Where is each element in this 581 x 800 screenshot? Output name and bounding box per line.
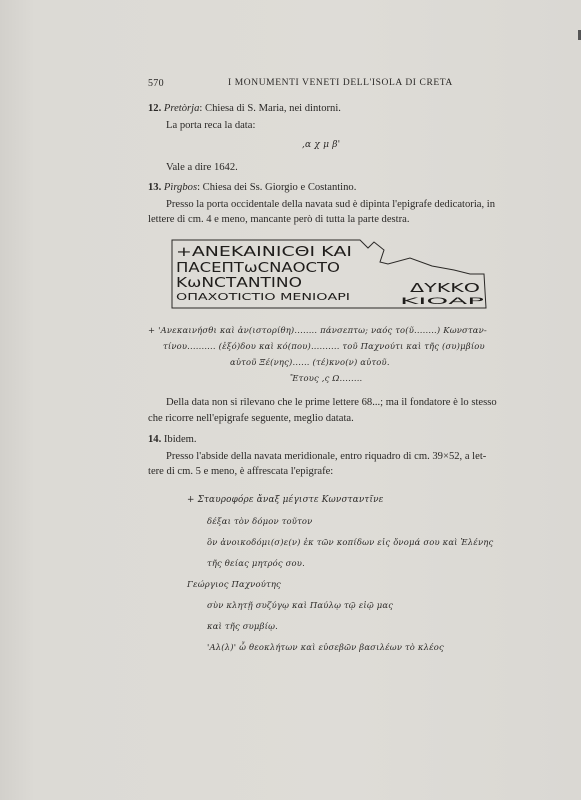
- entry-number: 13.: [148, 182, 162, 193]
- entry-place: Pìrgbos: [163, 182, 198, 193]
- epigraph-line: δέξαι τὸν δόμον τοῦτον: [207, 516, 313, 526]
- entry-number: 12.: [148, 103, 162, 114]
- entry-14-line: tere di cm. 5 e meno, è affrescata l'epigrafe:: [148, 466, 334, 477]
- inscription-fragment: ΚΙΟΑΡ: [400, 297, 486, 307]
- page-number: 570: [148, 78, 164, 89]
- running-title: I MONUMENTI VENETI DELL'ISOLA DI CRETA: [228, 78, 453, 88]
- greek-date: ,α χ μ β': [302, 140, 341, 150]
- transcription-line: τίνου.......... (ἐξό)δου καὶ κό(που).......... τοῦ Παχνούτι καὶ τῆς (συ)μβίου: [163, 341, 485, 351]
- entry-number: 14.: [148, 434, 162, 445]
- epigraph-line: ὃν ἀνοικοδόμι(σ)ε(ν) ἐκ τῶν κοπίδων εἰς ὄνομά σου καὶ Ἑλένης: [207, 537, 494, 547]
- epigraph-line: σὺν κλητῇ συζύγῳ καὶ Παύλῳ τῷ εἰῷ μας: [207, 600, 394, 610]
- epigraph-line: 'Αλ(λ)' ὦ θεοκλήτων καὶ εὐσεβῶν βασιλέων τὸ κλέος: [207, 642, 444, 652]
- epigraph-line: Γεώργιος Παχνούτης: [187, 579, 281, 589]
- entry-title: : Chiesa di S. Maria, nei dintorni.: [199, 103, 341, 114]
- entry-title: : Chiesa dei Ss. Giorgio e Costantino.: [197, 182, 357, 193]
- inscription-drawing: [170, 236, 492, 310]
- entry-13-after: che ricorre nell'epigrafe seguente, meglio datata.: [148, 413, 354, 424]
- entry-14-heading: [148, 433, 197, 446]
- entry-13-line: lettere di cm. 4 e meno, mancante però di tutta la parte destra.: [148, 214, 410, 225]
- transcription-line: + 'Ανεκαινήσθι καὶ ἀν(ιστορίθη)........ πάνσεπτω; ναός το(ῦ........) Κωνσταν-: [148, 325, 487, 335]
- entry-14-line: Presso l'abside della navata meridionale, entro riquadro di cm. 39×52, a let-: [166, 451, 487, 462]
- transcription-line: Ἔτους ,ς Ω........: [290, 373, 363, 383]
- entry-12-heading: [148, 102, 341, 115]
- epigraph-line: καὶ τῆς συμβίῳ.: [207, 621, 278, 631]
- entry-place: Ibidem.: [163, 434, 197, 445]
- inscription-fragment: ΔΥΚΚΟ: [410, 281, 480, 295]
- entry-place: Pretòrja: [163, 103, 200, 114]
- inscription-line: ΠΑCΕΠΤωCΝΑΟCΤΟ: [176, 261, 340, 276]
- transcription-line: αὐτοῦ Ξέ(νης)...... (τέ)κνο(ν) αὐτοῦ.: [230, 357, 390, 367]
- entry-13-after: Della data non si rilevano che le prime lettere 68...; ma il fondatore è lo stesso: [166, 397, 497, 408]
- epigraph-line: τῆς θείας μητρός σου.: [207, 558, 305, 568]
- inscription-line: +ΑΝΕΚΑΙΝΙCΘΙ ΚΑΙ: [176, 245, 352, 260]
- epigraph-line: + Σταυροφόρε ἄναξ μέγιστε Κωνσταντῖνε: [187, 495, 384, 505]
- entry-12-after: Vale a dire 1642.: [166, 162, 238, 173]
- entry-12-line: La porta reca la data:: [166, 120, 256, 131]
- inscription-line: ΟΠΑΧΟΤΙCΤΙΟ ΜΕΝΙΟΑΡΙ: [176, 292, 350, 303]
- entry-13-heading: [148, 181, 356, 194]
- entry-13-line: Presso la porta occidentale della navata sud è dipinta l'epigrafe dedicatoria, in: [166, 199, 496, 210]
- inscription-line: ΚωΝCΤΑΝΤΙΝΟ: [176, 276, 302, 291]
